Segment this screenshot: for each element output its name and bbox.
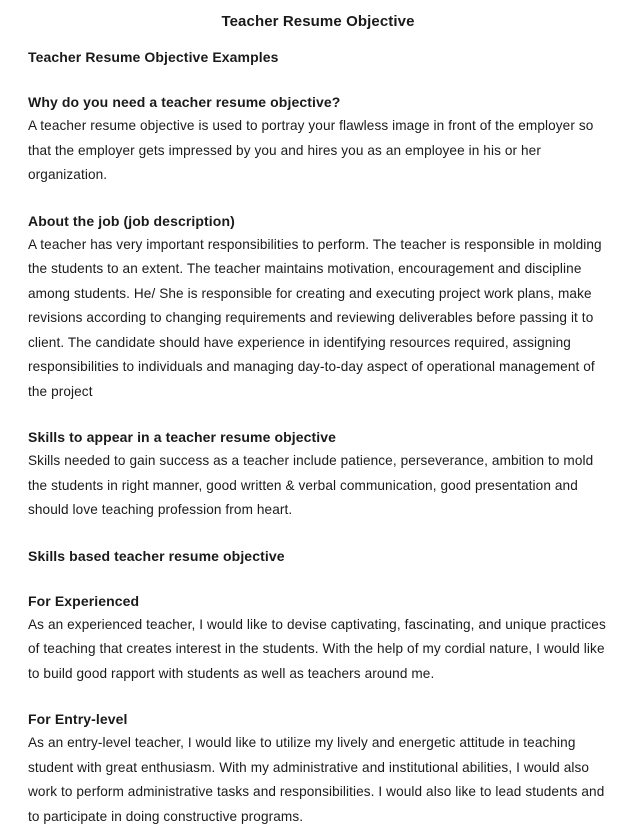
section-paragraph: A teacher resume objective is used to portray your flawless image in front of the employer so that the employer gets impressed by you and hires you as an employee in his or her organization. [28, 118, 594, 182]
section-heading: Skills based teacher resume objective [28, 547, 285, 564]
document-title: Teacher Resume Objective [221, 13, 415, 30]
section-paragraph: Skills needed to gain success as a teacher include patience, perseverance, ambition to mold the students in right manner, good written & verbal communication, good presentation and should love teaching profession from heart. [28, 453, 594, 517]
section-heading: For Entry-level [28, 711, 128, 727]
document-section [28, 209, 608, 405]
section-heading: Why do you need a teacher resume objective? [28, 94, 341, 110]
document-body [28, 45, 608, 829]
section-paragraph: As an experienced teacher, I would like to devise captivating, fascinating, and unique practices of teaching that creates interest in the students. With the help of my cordial nature, I would like to build good rapport with students as well as teachers around me. [28, 616, 606, 681]
section-paragraph: A teacher has very important responsibilities to perform. The teacher is responsible in molding the students to an extent. The teacher maintains motivation, encouragement and discipline among students. He/ She is responsible for creating and executing project work plans, make revisions according to changing requirements and reviewing deliverables before passing it to client. The candidate should have experience in identifying resources required, assigning responsibilities to individuals and managing day-to-day aspect of operational management of the project [28, 236, 602, 399]
document-section [28, 544, 608, 568]
document-section [28, 45, 608, 69]
section-heading: Teacher Resume Objective Examples [28, 49, 279, 65]
document-section [28, 425, 608, 523]
document-section [28, 707, 608, 829]
section-heading: Skills to appear in a teacher resume objective [28, 429, 337, 445]
section-heading: For Experienced [28, 592, 140, 609]
section-heading: About the job (job description) [28, 212, 235, 229]
document-section [28, 90, 608, 188]
document-section [28, 589, 608, 687]
section-paragraph: As an entry-level teacher, I would like to utilize my lively and energetic attitude in teaching student with great enthusiasm. With my administrative and institutional abilities, I would also work to perform administrative tasks and responsibilities. I would also like to lead students and to participate in doing constructive programs. [28, 735, 605, 824]
